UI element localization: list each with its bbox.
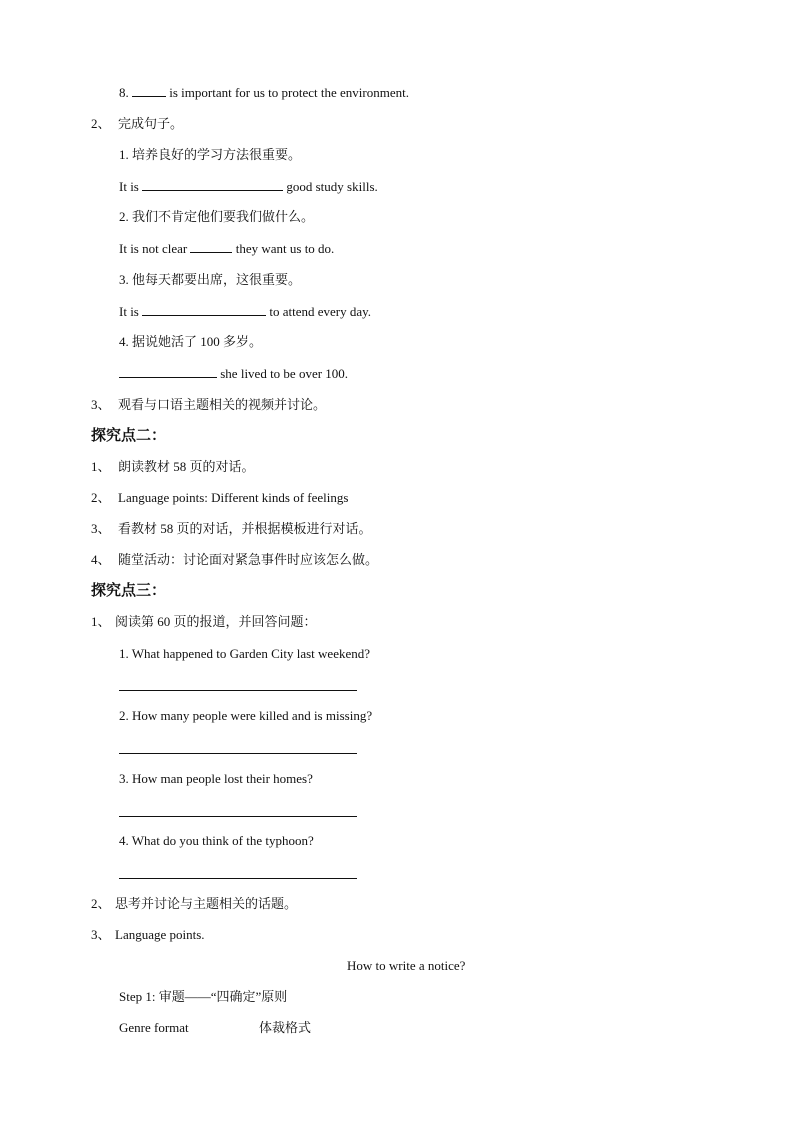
part-3-heading: 探究点三：: [91, 583, 167, 599]
sentence-suffix: they want us to do.: [232, 241, 335, 256]
genre-english: Genre format: [119, 1020, 189, 1035]
answer-line[interactable]: [119, 816, 357, 817]
part-3-item-2: [91, 896, 297, 912]
sentence-1-chinese: 1. 培养良好的学习方法很重要。: [119, 147, 302, 162]
part-2-item-4: [91, 552, 378, 568]
reading-question-2: 2. How many people were killed and is missing?: [119, 708, 373, 723]
sentence-3-english: [119, 303, 371, 320]
answer-blank[interactable]: [142, 178, 283, 191]
answer-line[interactable]: [119, 753, 357, 754]
genre-chinese: 体裁格式: [259, 1020, 312, 1035]
sentence-suffix: good study skills.: [283, 179, 378, 194]
sentence-prefix: It is not clear: [119, 241, 191, 256]
item-text: 阅读第 60 页的报道，并回答问题：: [115, 614, 317, 629]
item-number: 3、: [91, 927, 111, 942]
item-text: 看教材 58 页的对话，并根据模板进行对话。: [118, 521, 372, 536]
question-text: is important for us to protect the environment.: [166, 85, 409, 100]
question-8: [119, 84, 409, 101]
part-3-item-3: [91, 927, 205, 943]
answer-line[interactable]: [119, 878, 357, 879]
reading-question-4: 4. What do you think of the typhoon?: [119, 833, 314, 848]
part-2-heading: 探究点二：: [91, 428, 167, 444]
sentence-suffix: she lived to be over 100.: [217, 366, 349, 381]
sentence-prefix: It is: [119, 304, 143, 319]
sentence-prefix: It is: [119, 179, 143, 194]
item-text: 随堂活动：讨论面对紧急事件时应该怎么做。: [118, 552, 379, 567]
answer-blank[interactable]: [190, 240, 232, 253]
sentence-4-chinese: 4. 据说她活了 100 多岁。: [119, 334, 263, 349]
item-number: 3、: [91, 521, 111, 536]
sentence-2-chinese: 2. 我们不肯定他们要我们做什么。: [119, 209, 315, 224]
section-number: 2、: [91, 116, 111, 131]
sentence-1-english: [119, 178, 378, 195]
notice-title: How to write a notice?: [347, 958, 466, 973]
section-title: 完成句子。: [118, 116, 184, 131]
part-2-item-1: [91, 459, 255, 475]
sentence-2-english: [119, 240, 334, 257]
item-text: Language points: Different kinds of feelings: [118, 490, 349, 505]
answer-blank[interactable]: [142, 303, 266, 316]
answer-blank[interactable]: [119, 365, 217, 378]
part-2-item-2: [91, 490, 348, 506]
reading-question-1: 1. What happened to Garden City last weekend?: [119, 646, 371, 661]
answer-blank[interactable]: [132, 84, 166, 97]
item-text: 思考并讨论与主题相关的话题。: [115, 896, 298, 911]
section-2-heading: [91, 116, 183, 132]
section-number: 3、: [91, 397, 111, 412]
item-number: 1、: [91, 614, 111, 629]
part-3-item-1: [91, 614, 317, 630]
section-3-item: [91, 397, 326, 413]
reading-question-3: 3. How man people lost their homes?: [119, 771, 313, 786]
item-number: 2、: [91, 490, 111, 505]
part-2-item-3: [91, 521, 372, 537]
section-text: 观看与口语主题相关的视频并讨论。: [118, 397, 327, 412]
question-number: 8.: [119, 85, 129, 100]
item-number: 2、: [91, 896, 111, 911]
sentence-4-english: [119, 365, 348, 382]
item-text: 朗读教材 58 页的对话。: [118, 459, 255, 474]
sentence-3-chinese: 3. 他每天都要出席，这很重要。: [119, 272, 302, 287]
item-number: 1、: [91, 459, 111, 474]
genre-format: [119, 1020, 311, 1036]
step-1: Step 1: 审题——“四确定”原则: [119, 989, 288, 1004]
sentence-suffix: to attend every day.: [266, 304, 372, 319]
item-number: 4、: [91, 552, 111, 567]
item-text: Language points.: [115, 927, 205, 942]
answer-line[interactable]: [119, 690, 357, 691]
